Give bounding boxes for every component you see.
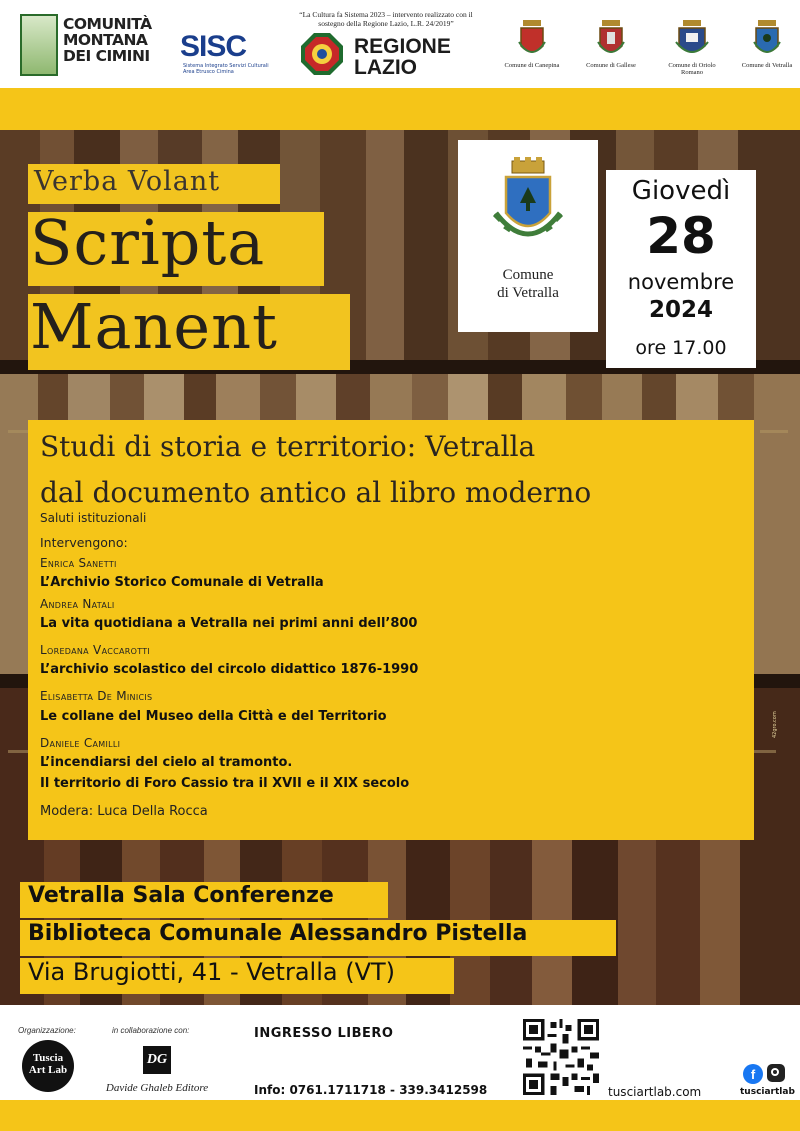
sisc-logo: SISC (180, 30, 247, 63)
free-entry: INGRESSO LIBERO (254, 1026, 394, 1041)
title-scripta: Scripta (30, 206, 266, 279)
regione-line-1: REGIONE (354, 35, 451, 58)
info-phones: Info: 0761.1711718 - 339.3412598 (254, 1083, 488, 1097)
design-credit: 42gro.com (772, 711, 778, 738)
vetralla-small-crest-icon (752, 18, 782, 62)
website-link[interactable]: tusciartlab.com (608, 1085, 702, 1099)
oriolo-caption: Comune di Oriolo Romano (668, 62, 716, 76)
talk-title: Le collane del Museo della Città e del Territorio (40, 709, 387, 724)
speaker-name: Andrea Natali (40, 597, 115, 611)
bottom-yellow-band (0, 1100, 800, 1131)
instagram-icon[interactable] (767, 1064, 785, 1082)
qr-code-icon[interactable] (523, 1019, 599, 1095)
title-manent: Manent (30, 290, 278, 363)
vetralla-caption (458, 266, 598, 302)
program-title-line-2: dal documento antico al libro moderno (40, 476, 592, 509)
talk-title: L’incendiarsi del cielo al tramonto. (40, 755, 293, 770)
speaker-name: Daniele Camilli (40, 736, 121, 750)
davide-ghaleb-name: Davide Ghaleb Editore (105, 1082, 209, 1094)
sisc-subtitle: Sistema Integrato Servizi Culturali Area Etrusco Cimina (183, 63, 269, 75)
moderator: Modera: Luca Della Rocca (40, 804, 208, 819)
talk-title: La vita quotidiana a Vetralla nei primi anni dell’800 (40, 616, 418, 631)
comunita-line-1: COMUNITÀ (63, 15, 152, 33)
talk-title: L’Archivio Storico Comunale di Vetralla (40, 575, 324, 590)
vetralla-caption-line-2: di Vetralla (497, 285, 559, 301)
gallese-crest-icon (596, 18, 626, 62)
date-weekday: Giovedì (631, 176, 731, 206)
date-year: 2024 (648, 297, 713, 323)
tuscia-logo-line-2: Art Lab (28, 1064, 68, 1076)
gallese-caption: Comune di Gallese (586, 62, 636, 69)
venue-address: Via Brugiotti, 41 - Vetralla (VT) (28, 958, 396, 986)
social-handle[interactable]: tusciartlab (740, 1087, 795, 1097)
venue-library: Biblioteca Comunale Alessandro Pistella (28, 921, 528, 946)
canepina-caption: Comune di Canepina (504, 62, 560, 69)
regione-line-2: LAZIO (354, 56, 417, 79)
date-time: ore 17.00 (635, 337, 727, 359)
oriolo-crest-icon (674, 18, 710, 62)
comunita-montana-logo (20, 14, 58, 76)
program-title-line-1: Studi di storia e territorio: Vetralla (40, 430, 536, 463)
talk-title: L’archivio scolastico del circolo didattico 1876-1990 (40, 662, 419, 677)
talk-title: Il territorio di Foro Cassio tra il XVII e il XIX secolo (40, 776, 410, 791)
facebook-icon[interactable]: f (743, 1064, 763, 1084)
davide-ghaleb-logo: DG (143, 1046, 171, 1074)
comunita-line-2: MONTANA (63, 31, 148, 49)
date-day: 28 (646, 207, 716, 265)
comunita-line-3: DEI CIMINI (63, 47, 150, 65)
collaboration-label: in collaborazione con: (112, 1026, 190, 1035)
program-title (40, 424, 750, 516)
vetralla-small-caption: Comune di Vetralla (741, 62, 793, 69)
comunita-montana-name (63, 16, 152, 64)
regione-lazio-name (354, 36, 451, 78)
tuscia-art-lab-logo-text (22, 1052, 74, 1076)
speaker-name: Loredana Vaccarotti (40, 643, 151, 657)
vetralla-crest-icon (488, 155, 568, 255)
speaker-name: Elisabetta De Minicis (40, 689, 153, 703)
canepina-crest-icon (517, 18, 547, 62)
greeting: Saluti istituzionali (40, 511, 147, 525)
organizers-label: Organizzazione: (18, 1026, 76, 1035)
tuscia-logo-line-1: Tuscia (32, 1052, 64, 1064)
speakers-label: Intervengono: (40, 535, 128, 550)
regione-lazio-emblem (300, 32, 344, 76)
speaker-name: Enrica Sanetti (40, 556, 117, 570)
date-month: novembre (627, 270, 735, 294)
funding-note: “La Cultura fa Sistema 2023 – intervento realizzato con il sostegno della Regione Lazio, L.R. 24/2019” (299, 10, 473, 28)
venue-hall: Vetralla Sala Conferenze (28, 883, 334, 908)
vetralla-caption-line-1: Comune (502, 267, 554, 283)
top-yellow-band (0, 88, 800, 130)
title-verba-volant: Verba Volant (34, 166, 221, 197)
